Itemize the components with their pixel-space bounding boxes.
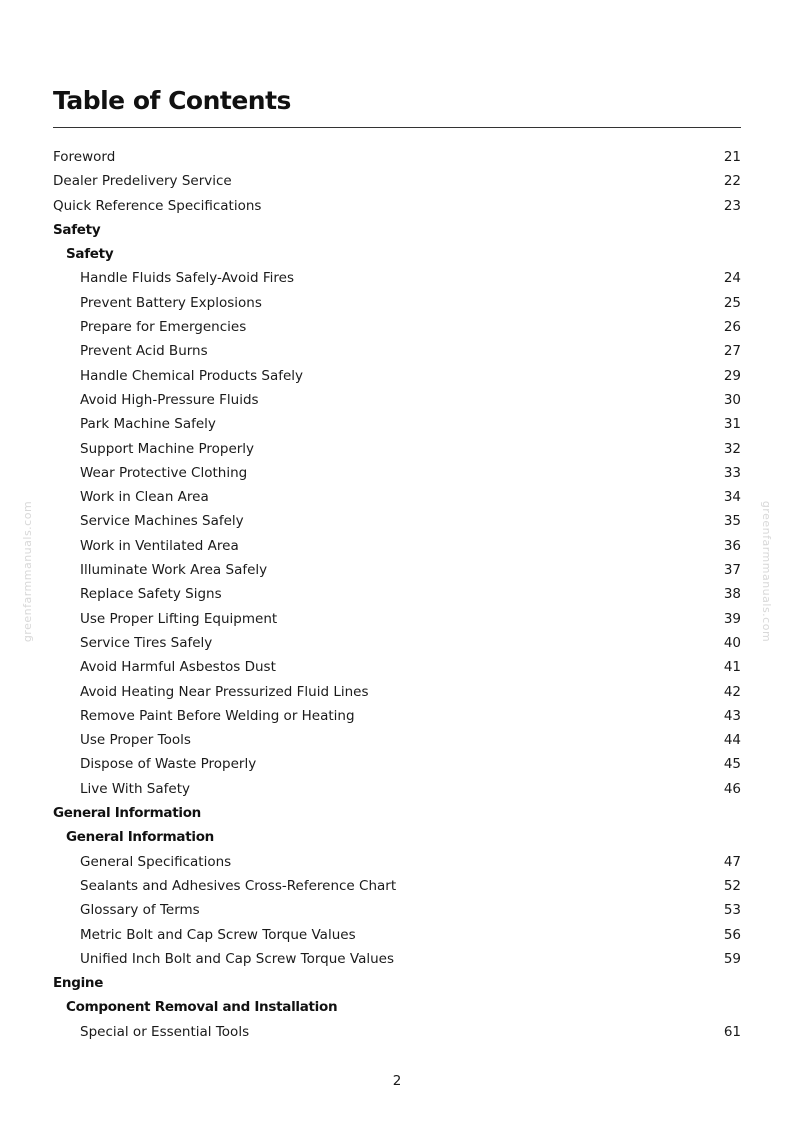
toc-entry-page: 56 — [723, 926, 741, 943]
toc-entry-page: 47 — [723, 853, 741, 870]
toc-entry-page: 30 — [723, 391, 741, 408]
toc-entry-title: Safety — [66, 246, 114, 263]
toc-section-heading — [53, 242, 741, 266]
toc-entry-title: Handle Chemical Products Safely — [80, 367, 304, 384]
toc-entry-page: 42 — [723, 683, 741, 700]
toc-entry-page: 46 — [723, 780, 741, 797]
toc-entry-page: 33 — [723, 464, 741, 481]
toc-entry-title: Safety — [53, 221, 101, 238]
toc-entry-title: Special or Essential Tools — [80, 1023, 250, 1040]
toc-entry-title: Engine — [53, 975, 104, 992]
toc-entry-page: 61 — [723, 1023, 741, 1040]
toc-entry-page: 59 — [723, 950, 741, 967]
toc-entry[interactable] — [53, 509, 741, 533]
toc-entry[interactable] — [53, 339, 741, 363]
toc-entry-title: General Information — [66, 829, 214, 846]
toc-entry-page: 35 — [723, 513, 741, 530]
toc-entry-page: 52 — [723, 877, 741, 894]
toc-entry[interactable] — [53, 898, 741, 922]
toc-entry-title: Avoid Harmful Asbestos Dust — [80, 659, 276, 676]
toc-entry-title: Sealants and Adhesives Cross-Reference Chart — [80, 877, 397, 894]
toc-section-heading — [53, 801, 741, 825]
toc-entry-page: 40 — [723, 634, 741, 651]
toc-entry[interactable] — [53, 631, 741, 655]
watermark-left: greenfarmmanuals.com — [21, 500, 35, 643]
toc-entry-title: Prepare for Emergencies — [80, 319, 247, 336]
toc-entry[interactable] — [53, 558, 741, 582]
toc-entry-title: Unified Inch Bolt and Cap Screw Torque Values — [80, 950, 395, 967]
toc-entry-title: Live With Safety — [80, 780, 190, 797]
toc-entry[interactable] — [53, 704, 741, 728]
toc-entry-title: Avoid Heating Near Pressurized Fluid Lines — [80, 683, 369, 700]
toc-entry-title: Wear Protective Clothing — [80, 464, 248, 481]
toc-entry-title: Park Machine Safely — [80, 416, 216, 433]
toc-entry-page: 41 — [723, 659, 741, 676]
toc-entry[interactable] — [53, 145, 741, 169]
toc-entry-page: 53 — [723, 902, 741, 919]
toc-entry[interactable] — [53, 923, 741, 947]
toc-entry-page: 38 — [723, 586, 741, 603]
toc-entry[interactable] — [53, 655, 741, 679]
toc-entry-title: Dispose of Waste Properly — [80, 756, 257, 773]
toc-entry[interactable] — [53, 534, 741, 558]
toc-entry[interactable] — [53, 291, 741, 315]
toc-entry[interactable] — [53, 485, 741, 509]
toc-entry[interactable] — [53, 412, 741, 436]
toc-entry-page: 21 — [723, 149, 741, 165]
toc-entry-page: 44 — [723, 732, 741, 749]
toc-entry[interactable] — [53, 850, 741, 874]
title-divider — [53, 127, 741, 128]
toc-section-heading — [53, 825, 741, 849]
toc-entry-title: Use Proper Lifting Equipment — [80, 610, 278, 627]
toc-entry-page: 24 — [723, 270, 741, 287]
toc-entry-page: 36 — [723, 537, 741, 554]
toc-entry-title: Metric Bolt and Cap Screw Torque Values — [80, 926, 356, 943]
toc-entry-page: 39 — [723, 610, 741, 627]
toc-section-heading — [53, 971, 741, 995]
toc-entry-title: Service Machines Safely — [80, 513, 244, 530]
toc-entry-title: Replace Safety Signs — [80, 586, 222, 603]
toc-entry[interactable] — [53, 437, 741, 461]
toc-entry-page: 26 — [723, 319, 741, 336]
toc-entry-page: 37 — [723, 562, 741, 579]
toc-entry-page: 45 — [723, 756, 741, 773]
table-of-contents — [53, 145, 741, 1044]
toc-entry-page: 31 — [723, 416, 741, 433]
toc-entry-page: 32 — [723, 440, 741, 457]
toc-entry-title: Prevent Acid Burns — [80, 343, 208, 360]
toc-entry[interactable] — [53, 194, 741, 218]
toc-entry-page: 25 — [723, 294, 741, 311]
toc-entry[interactable] — [53, 607, 741, 631]
toc-entry[interactable] — [53, 266, 741, 290]
toc-entry-title: General Specifications — [80, 853, 232, 870]
toc-entry[interactable] — [53, 680, 741, 704]
toc-entry[interactable] — [53, 728, 741, 752]
toc-entry-title: Component Removal and Installation — [66, 999, 338, 1016]
toc-entry-title: Illuminate Work Area Safely — [80, 562, 268, 579]
toc-section-heading — [53, 218, 741, 242]
toc-entry-title: Foreword — [53, 149, 116, 165]
page-number: 2 — [392, 1073, 402, 1089]
toc-entry-title: General Information — [53, 805, 201, 822]
toc-entry[interactable] — [53, 752, 741, 776]
toc-entry-page: 34 — [723, 489, 741, 506]
toc-entry[interactable] — [53, 874, 741, 898]
toc-entry-title: Glossary of Terms — [80, 902, 200, 919]
toc-entry-title: Support Machine Properly — [80, 440, 255, 457]
toc-entry-page: 23 — [723, 197, 741, 214]
toc-entry-page: 27 — [723, 343, 741, 360]
toc-entry[interactable] — [53, 169, 741, 193]
toc-entry-title: Prevent Battery Explosions — [80, 294, 262, 311]
toc-entry[interactable] — [53, 777, 741, 801]
toc-entry-title: Quick Reference Specifications — [53, 197, 262, 214]
page-title: Table of Contents — [53, 86, 291, 115]
toc-entry-title: Service Tires Safely — [80, 634, 213, 651]
toc-entry-title: Handle Fluids Safely-Avoid Fires — [80, 270, 295, 287]
toc-entry-title: Work in Ventilated Area — [80, 537, 239, 554]
toc-entry[interactable] — [53, 364, 741, 388]
toc-entry-title: Dealer Predelivery Service — [53, 173, 232, 190]
toc-entry-title: Avoid High-Pressure Fluids — [80, 391, 259, 408]
toc-entry-page: 29 — [723, 367, 741, 384]
toc-entry[interactable] — [53, 461, 741, 485]
toc-entry-title: Remove Paint Before Welding or Heating — [80, 707, 355, 724]
toc-entry-title: Use Proper Tools — [80, 732, 191, 749]
toc-entry[interactable] — [53, 315, 741, 339]
toc-entry-title: Work in Clean Area — [80, 489, 209, 506]
toc-entry[interactable] — [53, 582, 741, 606]
toc-entry-page: 22 — [723, 173, 741, 190]
toc-entry[interactable] — [53, 1020, 741, 1044]
toc-entry[interactable] — [53, 947, 741, 971]
watermark-right: greenfarmmanuals.com — [759, 500, 773, 643]
toc-entry-page: 43 — [723, 707, 741, 724]
toc-entry[interactable] — [53, 388, 741, 412]
toc-section-heading — [53, 995, 741, 1019]
